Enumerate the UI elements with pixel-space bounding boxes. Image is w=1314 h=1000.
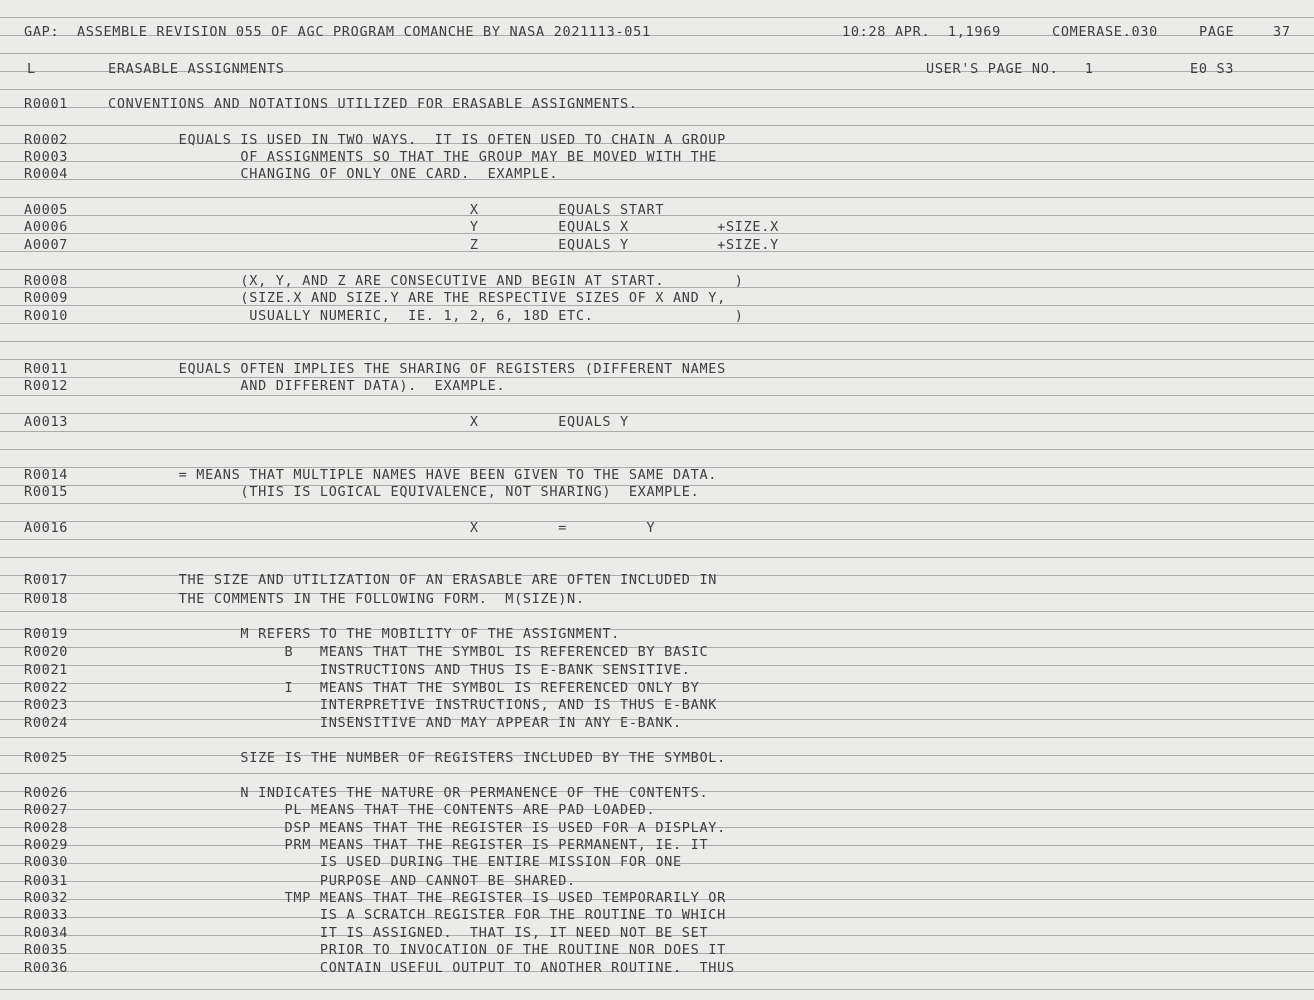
- line-text: I MEANS THAT THE SYMBOL IS REFERENCED ONLY BY: [108, 680, 700, 696]
- header-time: 10:28 APR. 1,1969: [842, 24, 1001, 40]
- line-text: INTERPRETIVE INSTRUCTIONS, AND IS THUS E-BANK: [108, 697, 718, 713]
- listing-line: [0, 643, 1314, 661]
- line-text: Y EQUALS X +SIZE.X: [108, 219, 779, 235]
- listing-line: [0, 95, 1314, 113]
- header-title: GAP: ASSEMBLE REVISION 055 OF AGC PROGRAM COMANCHE BY NASA 2021113-051: [24, 24, 651, 40]
- line-text: THE COMMENTS IN THE FOLLOWING FORM. M(SIZE)N.: [108, 591, 585, 607]
- header-page-number: 37: [1273, 24, 1291, 40]
- listing-line: [0, 714, 1314, 732]
- line-number: R0008: [24, 273, 69, 289]
- line-number: R0023: [24, 697, 69, 713]
- line-text: IS A SCRATCH REGISTER FOR THE ROUTINE TO WHICH: [108, 907, 726, 923]
- header-page-label: PAGE: [1199, 24, 1235, 40]
- listing-line: [0, 749, 1314, 767]
- line-number: R0036: [24, 960, 69, 976]
- header-line: [0, 23, 1314, 41]
- line-number: R0030: [24, 854, 69, 870]
- line-number: A0013: [24, 414, 69, 430]
- listing-line: [0, 679, 1314, 697]
- listing-line: [0, 872, 1314, 890]
- listing-line: [0, 571, 1314, 589]
- listing-line: [0, 590, 1314, 608]
- line-text: DSP MEANS THAT THE REGISTER IS USED FOR A DISPLAY.: [108, 820, 726, 836]
- line-number: A0007: [24, 237, 69, 253]
- line-number: R0028: [24, 820, 69, 836]
- listing-line: [0, 801, 1314, 819]
- listing-line: [0, 941, 1314, 959]
- listing-line: [0, 836, 1314, 854]
- line-text: X = Y: [108, 520, 656, 536]
- listing-line: [0, 360, 1314, 378]
- line-text: X EQUALS Y: [108, 414, 629, 430]
- line-number: R0035: [24, 942, 69, 958]
- line-number: R0033: [24, 907, 69, 923]
- line-text: PURPOSE AND CANNOT BE SHARED.: [108, 873, 576, 889]
- line-text: (X, Y, AND Z ARE CONSECUTIVE AND BEGIN AT START. ): [108, 273, 744, 289]
- line-text: M REFERS TO THE MOBILITY OF THE ASSIGNMENT.: [108, 626, 621, 642]
- line-number: R0024: [24, 715, 69, 731]
- line-number: R0002: [24, 132, 69, 148]
- listing-line: [0, 819, 1314, 837]
- listing-line: [0, 272, 1314, 290]
- line-text: CHANGING OF ONLY ONE CARD. EXAMPLE.: [108, 166, 559, 182]
- line-text: B MEANS THAT THE SYMBOL IS REFERENCED BY BASIC: [108, 644, 709, 660]
- line-text: (THIS IS LOGICAL EQUIVALENCE, NOT SHARING) EXAMPLE.: [108, 484, 700, 500]
- line-number: R0001: [24, 96, 69, 112]
- listing-line: [0, 466, 1314, 484]
- line-number: R0003: [24, 149, 69, 165]
- line-number: R0004: [24, 166, 69, 182]
- line-number: R0025: [24, 750, 69, 766]
- line-text: SIZE IS THE NUMBER OF REGISTERS INCLUDED BY THE SYMBOL.: [108, 750, 726, 766]
- line-text: THE SIZE AND UTILIZATION OF AN ERASABLE ARE OFTEN INCLUDED IN: [108, 572, 718, 588]
- line-text: EQUALS OFTEN IMPLIES THE SHARING OF REGISTERS (DIFFERENT NAMES: [108, 361, 726, 377]
- line-number: R0027: [24, 802, 69, 818]
- line-text: TMP MEANS THAT THE REGISTER IS USED TEMPORARILY OR: [108, 890, 726, 906]
- listing-line: [0, 519, 1314, 537]
- listing-line: [0, 201, 1314, 219]
- line-number: R0015: [24, 484, 69, 500]
- listing-line: [0, 131, 1314, 149]
- listing-line: [0, 148, 1314, 166]
- line-number: R0019: [24, 626, 69, 642]
- line-text: X EQUALS START: [108, 202, 665, 218]
- line-number: R0032: [24, 890, 69, 906]
- listing-line: [0, 696, 1314, 714]
- line-text: EQUALS IS USED IN TWO WAYS. IT IS OFTEN USED TO CHAIN A GROUP: [108, 132, 726, 148]
- listing-line: [0, 307, 1314, 325]
- listing-line: [0, 377, 1314, 395]
- line-text: PL MEANS THAT THE CONTENTS ARE PAD LOADED.: [108, 802, 656, 818]
- line-number: R0011: [24, 361, 69, 377]
- header-file: COMERASE.030: [1052, 24, 1158, 40]
- line-number: R0031: [24, 873, 69, 889]
- listing-line: [0, 959, 1314, 977]
- line-text: OF ASSIGNMENTS SO THAT THE GROUP MAY BE MOVED WITH THE: [108, 149, 718, 165]
- listing-line: [0, 924, 1314, 942]
- line-number: R0017: [24, 572, 69, 588]
- line-number: R0010: [24, 308, 69, 324]
- line-number: R0021: [24, 662, 69, 678]
- line-number: R0020: [24, 644, 69, 660]
- line-text: PRIOR TO INVOCATION OF THE ROUTINE NOR DOES IT: [108, 942, 726, 958]
- line-number: A0005: [24, 202, 69, 218]
- user-page-number: USER'S PAGE NO. 1: [926, 61, 1094, 77]
- listing-line: [0, 906, 1314, 924]
- line-text: PRM MEANS THAT THE REGISTER IS PERMANENT, IE. IT: [108, 837, 709, 853]
- line-number: A0006: [24, 219, 69, 235]
- line-number: R0029: [24, 837, 69, 853]
- line-text: USUALLY NUMERIC, IE. 1, 2, 6, 18D ETC. ): [108, 308, 744, 324]
- line-text: N INDICATES THE NATURE OR PERMANENCE OF THE CONTENTS.: [108, 785, 709, 801]
- subheader-line: [0, 60, 1314, 78]
- subheader-title: ERASABLE ASSIGNMENTS: [108, 61, 285, 77]
- listing-line: [0, 218, 1314, 236]
- listing-line: [0, 165, 1314, 183]
- listing-line: [0, 889, 1314, 907]
- listing-line: [0, 413, 1314, 431]
- line-text: IT IS ASSIGNED. THAT IS, IT NEED NOT BE SET: [108, 925, 709, 941]
- line-number: R0018: [24, 591, 69, 607]
- line-number: R0026: [24, 785, 69, 801]
- line-text: CONTAIN USEFUL OUTPUT TO ANOTHER ROUTINE. THUS: [108, 960, 735, 976]
- line-text: = MEANS THAT MULTIPLE NAMES HAVE BEEN GIVEN TO THE SAME DATA.: [108, 467, 718, 483]
- listing-line: [0, 625, 1314, 643]
- line-number: R0034: [24, 925, 69, 941]
- listing-line: [0, 483, 1314, 501]
- line-text: IS USED DURING THE ENTIRE MISSION FOR ONE: [108, 854, 682, 870]
- line-text: (SIZE.X AND SIZE.Y ARE THE RESPECTIVE SIZES OF X AND Y,: [108, 290, 726, 306]
- line-text: CONVENTIONS AND NOTATIONS UTILIZED FOR ERASABLE ASSIGNMENTS.: [108, 96, 638, 112]
- listing-line: [0, 236, 1314, 254]
- line-number: R0022: [24, 680, 69, 696]
- line-text: INSENSITIVE AND MAY APPEAR IN ANY E-BANK.: [108, 715, 682, 731]
- line-number: A0016: [24, 520, 69, 536]
- line-number: R0012: [24, 378, 69, 394]
- line-text: Z EQUALS Y +SIZE.Y: [108, 237, 779, 253]
- subheader-code: L: [27, 61, 36, 77]
- line-number: R0009: [24, 290, 69, 306]
- listing-line: [0, 661, 1314, 679]
- subheader-tag: E0 S3: [1190, 61, 1235, 77]
- line-text: AND DIFFERENT DATA). EXAMPLE.: [108, 378, 506, 394]
- listing-line: [0, 784, 1314, 802]
- listing-line: [0, 853, 1314, 871]
- line-number: R0014: [24, 467, 69, 483]
- listing-line: [0, 289, 1314, 307]
- line-text: INSTRUCTIONS AND THUS IS E-BANK SENSITIVE.: [108, 662, 691, 678]
